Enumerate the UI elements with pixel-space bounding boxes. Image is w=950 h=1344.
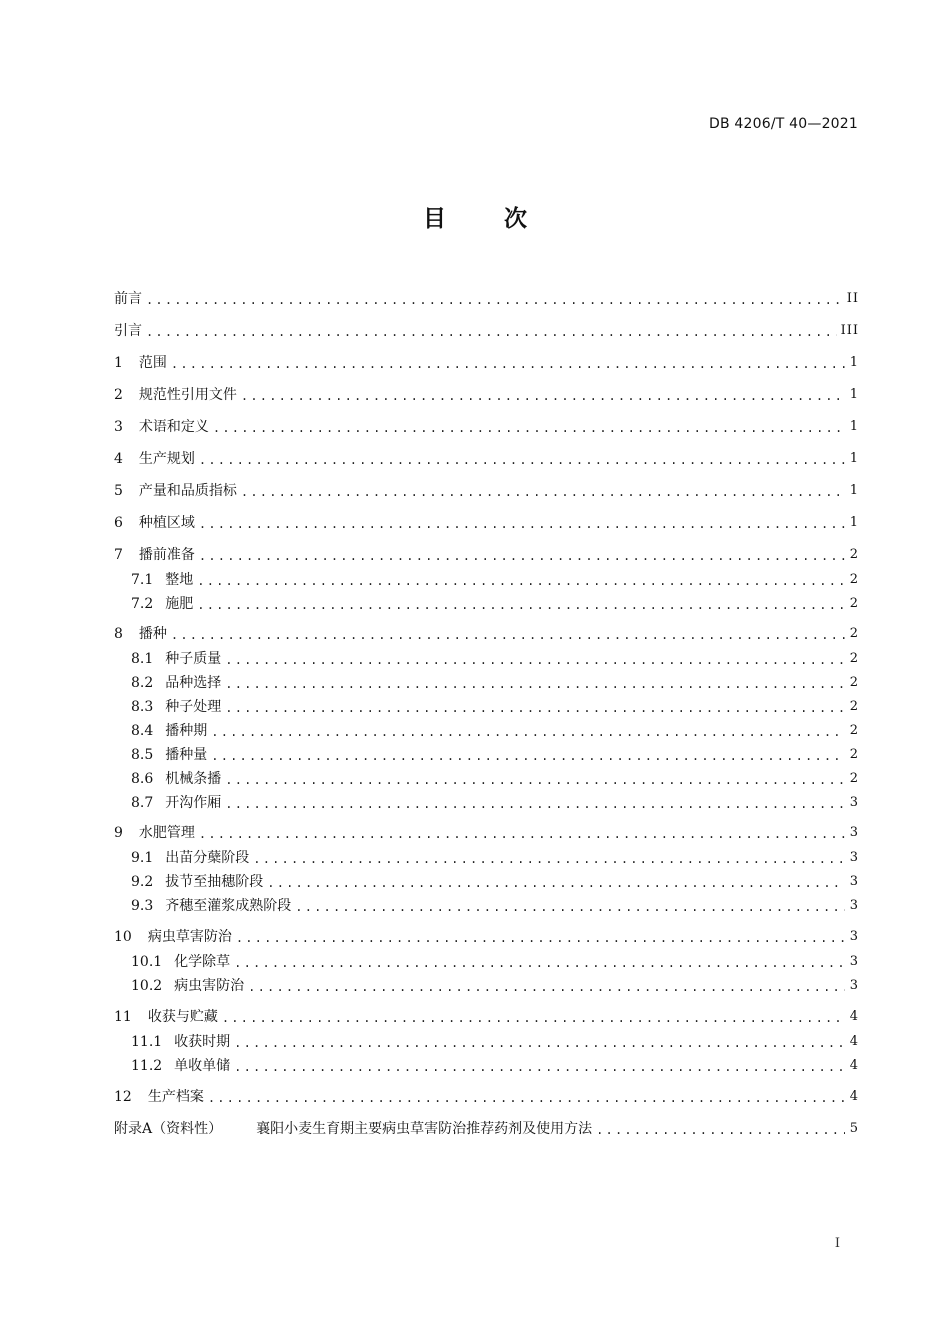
toc-leader-dots <box>253 850 845 868</box>
toc-entry-page: 2 <box>849 572 859 587</box>
toc-leader-dots <box>225 675 845 693</box>
toc-entry[interactable] <box>131 594 859 614</box>
toc-entry-page: II <box>846 291 859 306</box>
toc-entry-number: 8.7 <box>131 795 154 811</box>
toc-entry-number: 11.1 <box>131 1034 163 1050</box>
toc-entry-number: 3 <box>114 419 123 435</box>
toc-entry-page: 4 <box>849 1058 859 1073</box>
toc-entry[interactable] <box>131 848 859 868</box>
toc-entry-label: 播种量 <box>165 747 208 763</box>
toc-entry-number: 9.1 <box>131 850 154 866</box>
toc-entry[interactable] <box>114 545 859 565</box>
toc-entry-label: 机械条播 <box>165 771 222 787</box>
toc-entry-number: 7 <box>114 547 123 563</box>
toc-entry-label: 种子质量 <box>165 651 222 667</box>
toc-entry[interactable] <box>114 481 859 501</box>
toc-entry-page: 2 <box>849 651 859 666</box>
toc-entry-label: 出苗分蘖阶段 <box>165 850 250 866</box>
toc-leader-dots <box>213 419 845 437</box>
toc-entry[interactable] <box>114 289 859 309</box>
toc-entry[interactable] <box>114 321 859 341</box>
toc-leader-dots <box>596 1121 845 1139</box>
toc-entry-page: 1 <box>849 387 859 402</box>
toc-entry[interactable] <box>131 896 859 916</box>
toc-entry-page: 1 <box>849 419 859 434</box>
toc-entry-page: 2 <box>849 547 859 562</box>
toc-entry-page: 3 <box>849 874 859 889</box>
toc-entry-label: 播前准备 <box>138 547 195 563</box>
toc-entry-label: 单收单储 <box>174 1058 231 1074</box>
toc-entry-page: 2 <box>849 771 859 786</box>
toc-entry[interactable] <box>131 697 859 717</box>
toc-entry-label: 产量和品质指标 <box>138 483 237 499</box>
toc-entry-page: 1 <box>849 355 859 370</box>
toc-entry-label: 拔节至抽穗阶段 <box>165 874 264 890</box>
toc-entry-label: 整地 <box>165 572 194 588</box>
toc-leader-dots <box>225 795 845 813</box>
toc-entry[interactable] <box>114 513 859 533</box>
toc-leader-dots <box>208 1089 845 1107</box>
title-char-1: 目 <box>423 206 446 232</box>
title-char-2: 次 <box>504 206 527 232</box>
toc-leader-dots <box>222 1009 845 1027</box>
toc-leader-dots <box>211 747 845 765</box>
toc-entry-number: 8.5 <box>131 747 154 763</box>
toc-leader-dots <box>171 355 845 373</box>
toc-entry-label: 收获与贮藏 <box>147 1009 218 1025</box>
toc-entry-page: 4 <box>849 1034 859 1049</box>
toc-entry-page: 1 <box>849 451 859 466</box>
toc-entry-number: 8.3 <box>131 699 154 715</box>
toc-entry-page: 3 <box>849 978 859 993</box>
toc-entry[interactable] <box>114 1007 859 1027</box>
toc-entry-page: 4 <box>849 1089 859 1104</box>
toc-leader-dots <box>225 651 845 669</box>
toc-entry[interactable] <box>114 353 859 373</box>
toc-entry-number: 9.3 <box>131 898 154 914</box>
toc-entry-number: 8.6 <box>131 771 154 787</box>
toc-entry-label: 范围 <box>138 355 167 371</box>
toc-entry-page: 3 <box>849 954 859 969</box>
toc-entry-page: 4 <box>849 1009 859 1024</box>
toc-entry[interactable] <box>131 673 859 693</box>
toc-entry-number: 11 <box>114 1009 132 1025</box>
toc-entry[interactable] <box>131 769 859 789</box>
toc-entry[interactable] <box>131 793 859 813</box>
toc-entry-page: 5 <box>849 1121 859 1136</box>
toc-entry[interactable] <box>131 952 859 972</box>
toc-entry-label: 襄阳小麦生育期主要病虫草害防治推荐药剂及使用方法 <box>256 1121 593 1137</box>
toc-entry[interactable] <box>114 927 859 947</box>
toc-entry[interactable] <box>131 1056 859 1076</box>
page-number: I <box>834 1236 840 1251</box>
toc-entry-number: 11.2 <box>131 1058 163 1074</box>
toc-entry-label: 收获时期 <box>174 1034 231 1050</box>
toc-entry-page: 2 <box>849 675 859 690</box>
toc-entry-number: 8.1 <box>131 651 154 667</box>
toc-entry-page: 2 <box>849 596 859 611</box>
toc-leader-dots <box>171 626 845 644</box>
toc-entry-page: 1 <box>849 515 859 530</box>
toc-leader-dots <box>225 699 845 717</box>
toc-entry-number: 8.2 <box>131 675 154 691</box>
toc-leader-dots <box>267 874 845 892</box>
toc-entry[interactable] <box>114 1087 859 1107</box>
toc-entry-page: 3 <box>849 850 859 865</box>
toc-entry-number: 4 <box>114 451 123 467</box>
toc-leader-dots <box>225 771 845 789</box>
toc-entry-number: 8.4 <box>131 723 154 739</box>
toc-entry[interactable] <box>131 721 859 741</box>
toc-entry-number: 1 <box>114 355 123 371</box>
toc-entry-page: 3 <box>849 795 859 810</box>
toc-leader-dots <box>199 825 845 843</box>
toc-entry-label: 水肥管理 <box>138 825 195 841</box>
toc-leader-dots <box>197 572 845 590</box>
toc-entry-number: 7.1 <box>131 572 154 588</box>
toc-entry-page: III <box>840 323 859 338</box>
toc-entry-label: 施肥 <box>165 596 194 612</box>
toc-entry[interactable] <box>114 417 859 437</box>
toc-entry[interactable] <box>131 649 859 669</box>
toc-entry-page: 3 <box>849 929 859 944</box>
toc-leader-dots <box>146 291 843 309</box>
toc-entry-number: 10.2 <box>131 978 163 994</box>
toc-entry-number: 10 <box>114 929 132 945</box>
toc-leader-dots <box>248 978 845 996</box>
toc-entry-label: 前言 <box>114 291 142 307</box>
toc-entry-label: 品种选择 <box>165 675 222 691</box>
toc-entry-page: 3 <box>849 825 859 840</box>
toc-entry[interactable] <box>114 823 859 843</box>
toc-entry-label: 术语和定义 <box>138 419 209 435</box>
toc-entry-label: 生产档案 <box>147 1089 204 1105</box>
toc-entry-number: 7.2 <box>131 596 154 612</box>
toc-entry-label: 种植区域 <box>138 515 195 531</box>
toc-entry-page: 3 <box>849 898 859 913</box>
toc-entry-number: 12 <box>114 1089 132 1105</box>
toc-entry-label: 种子处理 <box>165 699 222 715</box>
toc-entry-label: 开沟作厢 <box>165 795 222 811</box>
toc-entry[interactable] <box>131 1032 859 1052</box>
toc-entry-label: 引言 <box>114 323 142 339</box>
toc-leader-dots <box>197 596 845 614</box>
toc-leader-dots <box>241 387 845 405</box>
toc-entry[interactable] <box>114 385 859 405</box>
toc-entry-label: 化学除草 <box>174 954 231 970</box>
toc-entry-label: 生产规划 <box>138 451 195 467</box>
toc-entry[interactable] <box>114 1119 859 1139</box>
toc-leader-dots <box>199 451 845 469</box>
toc-entry-page: 2 <box>849 626 859 641</box>
toc-entry-number: 2 <box>114 387 123 403</box>
toc-entry-page: 2 <box>849 747 859 762</box>
toc-entry-label: 播种期 <box>165 723 208 739</box>
toc-leader-dots <box>199 547 845 565</box>
toc-entry[interactable] <box>131 745 859 765</box>
toc-entry-label: 齐穗至灌浆成熟阶段 <box>165 898 292 914</box>
toc-entry-number: 10.1 <box>131 954 163 970</box>
toc-leader-dots <box>234 1034 845 1052</box>
toc-entry-page: 2 <box>849 699 859 714</box>
toc-entry-label: 病虫草害防治 <box>147 929 232 945</box>
toc-entry-label: 病虫害防治 <box>174 978 245 994</box>
toc-entry[interactable] <box>131 570 859 590</box>
toc-leader-dots <box>234 954 845 972</box>
toc-leader-dots <box>295 898 845 916</box>
toc-leader-dots <box>146 323 837 341</box>
toc-entry-label: 播种 <box>138 626 167 642</box>
toc-leader-dots <box>211 723 845 741</box>
toc-entry[interactable] <box>114 449 859 469</box>
toc-entry-number: 9.2 <box>131 874 154 890</box>
toc-entry-number: 5 <box>114 483 123 499</box>
toc-leader-dots <box>241 483 845 501</box>
toc-entry[interactable] <box>131 872 859 892</box>
toc-leader-dots <box>234 1058 845 1076</box>
toc-entry-number: 附录A（资料性） <box>114 1121 223 1137</box>
toc-entry-page: 2 <box>849 723 859 738</box>
document-code: DB 4206/T 40—2021 <box>708 116 858 132</box>
toc-entry[interactable] <box>131 976 859 996</box>
toc-entry-number: 9 <box>114 825 123 841</box>
toc-entry[interactable] <box>114 624 859 644</box>
toc-entry-number: 6 <box>114 515 123 531</box>
toc-leader-dots <box>236 929 845 947</box>
toc-leader-dots <box>199 515 845 533</box>
toc-entry-label: 规范性引用文件 <box>138 387 237 403</box>
toc-entry-page: 1 <box>849 483 859 498</box>
toc-entry-number: 8 <box>114 626 123 642</box>
